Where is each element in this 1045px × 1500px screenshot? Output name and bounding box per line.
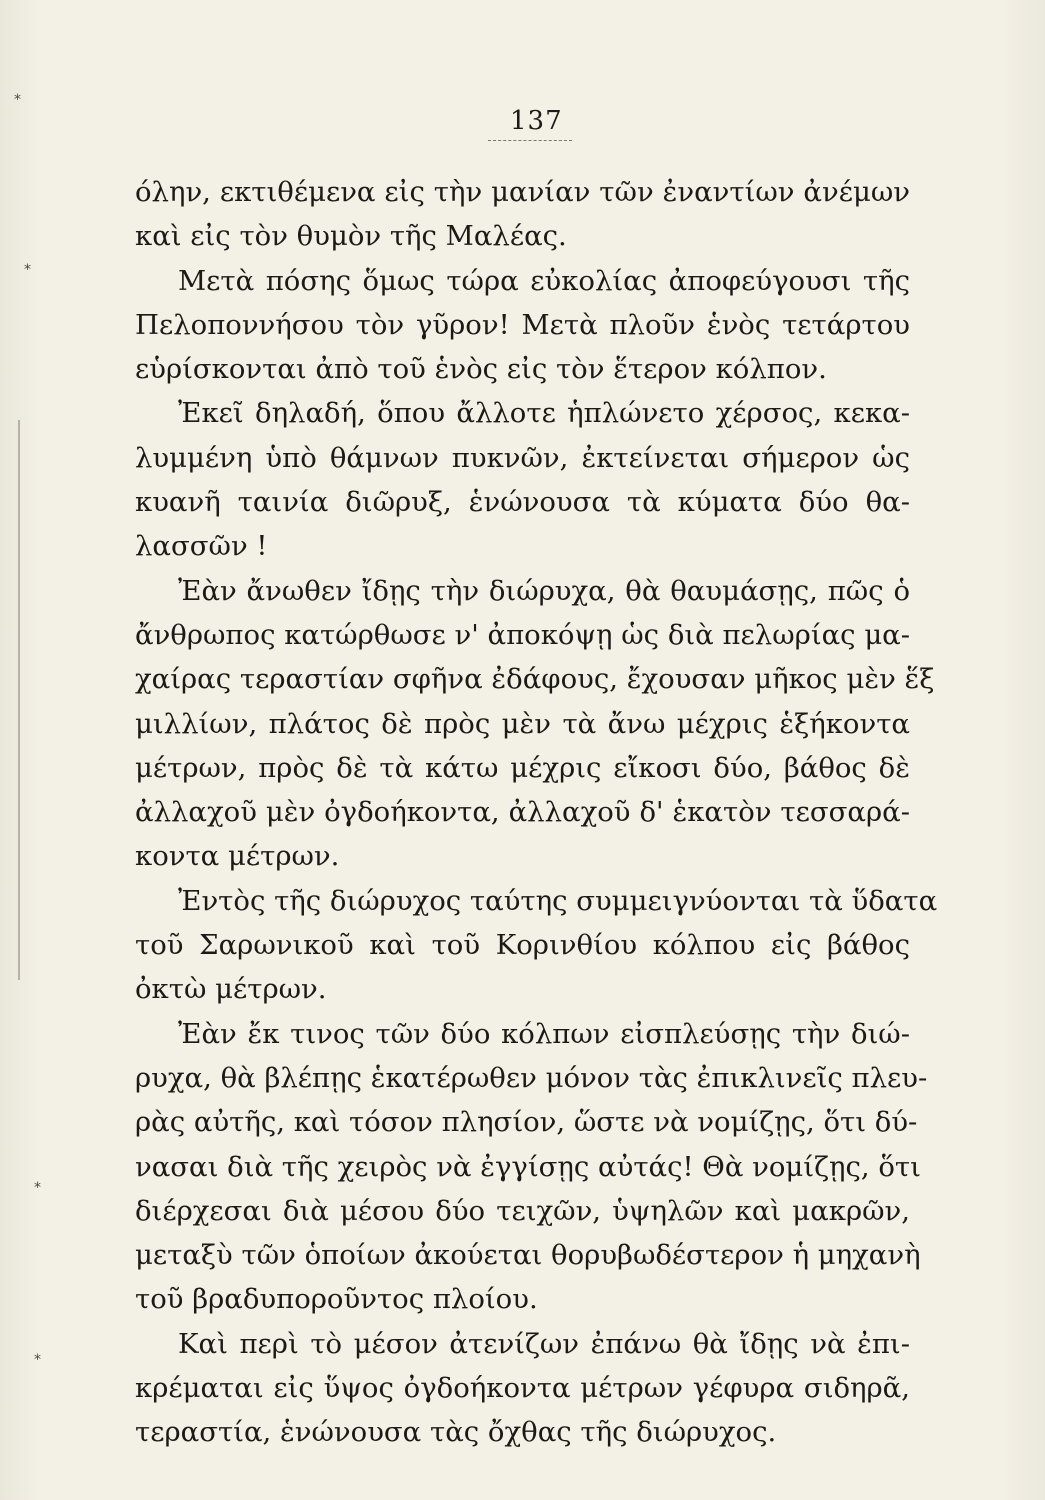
text-line: τοῦ βραδυποροῦντος πλοίου.: [135, 1283, 538, 1316]
text-line: κοντα μέτρων.: [135, 840, 340, 873]
text-line: Μετὰ πόσης ὅμως τώρα εὐκολίας ἀποφεύγουσι τῆς: [178, 264, 910, 297]
paragraph: [135, 1322, 910, 1455]
margin-mark: *: [34, 1352, 41, 1368]
text-line: κρέμαται εἰς ὕψος ὀγδοήκοντα μέτρων γέφυρα σιδηρᾶ,: [135, 1372, 910, 1405]
text-line: όλην, εκτιθέμενα εἰς τὴν μανίαν τῶν ἐναντίων ἀνέμων: [135, 176, 910, 208]
paragraph: [135, 259, 910, 392]
text-line: Ἐὰν ἄνωθεν ἴδῃς τὴν διώρυχα, θὰ θαυμάσῃς, πῶς ὁ: [178, 574, 910, 607]
text-line: ἀλλαχοῦ μὲν ὀγδοήκοντα, ἀλλαχοῦ δ' ἑκατὸν τεσσαρά-: [135, 796, 910, 829]
text-line: μέτρων, πρὸς δὲ τὰ κάτω μέχρις εἴκοσι δύο, βάθος δὲ: [135, 751, 910, 784]
margin-mark: *: [14, 92, 21, 108]
page-number: 137: [510, 106, 563, 136]
text-line: Ἐντὸς τῆς διώρυχος ταύτης συμμειγνύονται τὰ ὕδατα: [178, 884, 938, 917]
body-text: [135, 170, 938, 1455]
text-line: διέρχεσαι διὰ μέσου δύο τειχῶν, ὑψηλῶν καὶ μακρῶν,: [135, 1194, 910, 1227]
text-line: ὀκτὼ μέτρων.: [135, 973, 327, 1006]
margin-mark: *: [34, 1180, 41, 1196]
paragraph: [135, 1012, 928, 1322]
text-line: μιλλίων, πλάτος δὲ πρὸς μὲν τὰ ἄνω μέχρις ἑξήκοντα: [135, 707, 910, 740]
paragraph: [135, 391, 910, 568]
text-line: τεραστία, ἑνώνουσα τὰς ὄχθας τῆς διώρυχος.: [135, 1416, 777, 1449]
text-line: κυανῆ ταινία διῶρυξ, ἑνώνουσα τὰ κύματα δύο θα-: [135, 486, 910, 519]
text-line: Ἐὰν ἔκ τινος τῶν δύο κόλπων εἰσπλεύσῃς τὴν διώ-: [178, 1017, 910, 1050]
text-line: τοῦ Σαρωνικοῦ καὶ τοῦ Κορινθίου κόλπου εἰς βάθος: [135, 929, 910, 962]
text-line: ρυχα, θὰ βλέπῃς ἑκατέρωθεν μόνον τὰς ἐπικλινεῖς πλευ-: [135, 1061, 928, 1094]
text-line: μεταξὺ τῶν ὁποίων ἀκούεται θορυβωδέστερον ἡ μηχανὴ: [135, 1239, 921, 1272]
text-line: λυμμένη ὑπὸ θάμνων πυκνῶν, ἐκτείνεται σήμερον ὡς: [135, 441, 910, 474]
text-line: ἄνθρωπος κατώρθωσε ν' ἀποκόψῃ ὡς διὰ πελωρίας μα-: [135, 618, 911, 651]
text-line: χαίρας τεραστίαν σφῆνα ἐδάφους, ἔχουσαν μῆκος μὲν ἕξ: [135, 663, 935, 696]
paragraph: [135, 879, 938, 1012]
page-number-underline: [488, 140, 572, 141]
page-edge-shadow: [18, 420, 20, 980]
paragraph: [135, 569, 935, 879]
text-line: Πελοποννήσου τὸν γῦρον! Μετὰ πλοῦν ἑνὸς τετάρτου: [135, 308, 910, 341]
text-line: νασαι διὰ τῆς χειρὸς νὰ ἐγγίσῃς αὐτάς! Θὰ νομίζῃς, ὅτι: [135, 1150, 921, 1183]
text-line: εὑρίσκονται ἀπὸ τοῦ ἑνὸς εἰς τὸν ἕτερον κόλπον.: [135, 353, 827, 386]
text-line: καὶ εἰς τὸν θυμὸν τῆς Μαλέας.: [135, 220, 567, 253]
text-line: λασσῶν !: [135, 530, 268, 563]
text-line: Καὶ περὶ τὸ μέσον ἀτενίζων ἐπάνω θὰ ἴδῃς νὰ ἐπι-: [178, 1327, 910, 1360]
text-line: Ἐκεῖ δηλαδή, ὅπου ἄλλοτε ἡπλώνετο χέρσος, κεκα-: [178, 397, 910, 430]
text-line: ρὰς αὐτῆς, καὶ τόσον πλησίον, ὥστε νὰ νομίζῃς, ὅτι δύ-: [135, 1106, 918, 1139]
margin-mark: *: [24, 262, 31, 278]
paragraph: [135, 170, 910, 259]
